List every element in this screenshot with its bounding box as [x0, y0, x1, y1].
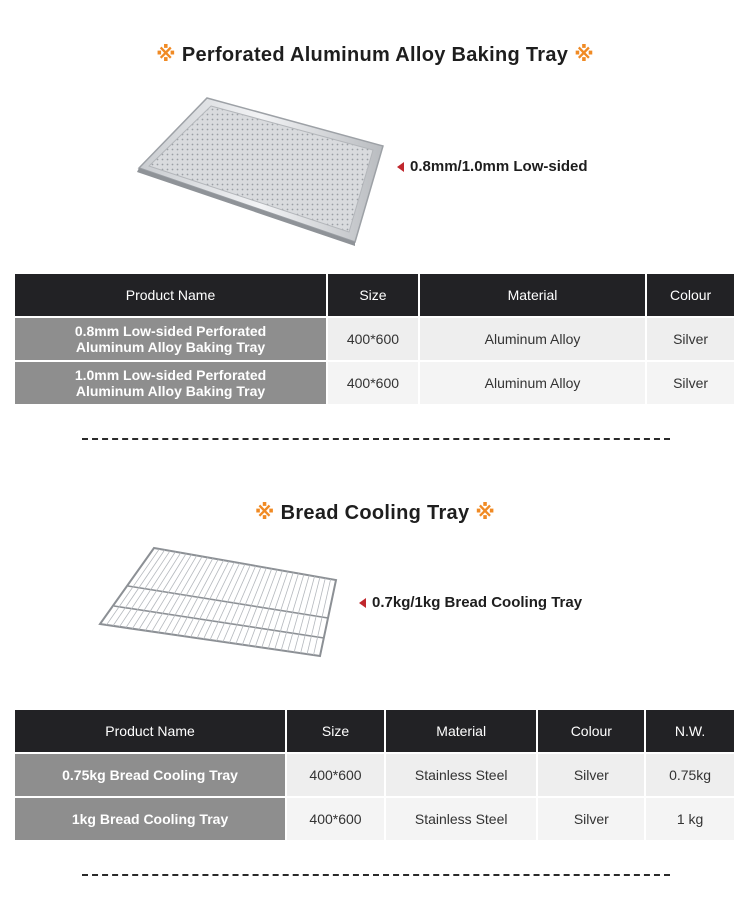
- cooling-tray-image: [98, 544, 342, 662]
- section2-spec-table: [13, 708, 736, 842]
- name-line1: 1.0mm Low-sided Perforated: [74, 367, 267, 383]
- dashed-divider: [82, 438, 670, 440]
- cell-nw: 1 kg: [646, 798, 734, 840]
- name-line2: Aluminum Alloy Baking Tray: [75, 339, 266, 355]
- section2-title-text: Bread Cooling Tray: [280, 502, 470, 524]
- section1-spec-table: [13, 272, 736, 406]
- cell-colour: Silver: [538, 754, 644, 796]
- perforated-tray-image: [115, 92, 395, 252]
- header-size: Size: [287, 710, 384, 752]
- cell-colour: Silver: [647, 318, 734, 360]
- cell-product-name: 1kg Bread Cooling Tray: [15, 798, 285, 840]
- header-product-name: Product Name: [15, 274, 326, 316]
- table-header-row: [15, 274, 734, 316]
- header-material: Material: [386, 710, 537, 752]
- cell-material: Stainless Steel: [386, 798, 537, 840]
- section1-callout-text: 0.8mm/1.0mm Low-sided: [410, 158, 588, 175]
- section1-title-text: Perforated Aluminum Alloy Baking Tray: [181, 44, 569, 66]
- reference-mark-icon: ※: [475, 502, 496, 524]
- table-header-row: [15, 710, 734, 752]
- table-row: [15, 362, 734, 404]
- reference-mark-icon: ※: [156, 44, 176, 66]
- section2-callout-text: 0.7kg/1kg Bread Cooling Tray: [372, 594, 583, 611]
- table-row: [15, 798, 734, 840]
- cell-colour: Silver: [538, 798, 644, 840]
- cell-size: 400*600: [328, 318, 418, 360]
- cell-colour: Silver: [647, 362, 734, 404]
- header-size: Size: [328, 274, 418, 316]
- header-colour: Colour: [647, 274, 734, 316]
- pointer-triangle-icon: [397, 162, 404, 172]
- cell-size: 400*600: [287, 798, 384, 840]
- header-material: Material: [420, 274, 645, 316]
- table-row: [15, 318, 734, 360]
- cell-nw: 0.75kg: [646, 754, 734, 796]
- cell-material: Aluminum Alloy: [420, 362, 645, 404]
- cell-product-name: [15, 362, 326, 404]
- cell-material: Aluminum Alloy: [420, 318, 645, 360]
- reference-mark-icon: ※: [254, 502, 275, 524]
- reference-mark-icon: ※: [574, 44, 594, 66]
- cell-product-name: 0.75kg Bread Cooling Tray: [15, 754, 285, 796]
- dashed-divider: [82, 874, 670, 876]
- name-line1: 0.8mm Low-sided Perforated: [74, 323, 267, 339]
- header-colour: Colour: [538, 710, 644, 752]
- header-nw: N.W.: [646, 710, 734, 752]
- cell-size: 400*600: [328, 362, 418, 404]
- section2-callout: [359, 594, 582, 611]
- section1-title: [0, 42, 750, 67]
- table-row: [15, 754, 734, 796]
- section2-title: [0, 500, 750, 525]
- cell-material: Stainless Steel: [386, 754, 537, 796]
- pointer-triangle-icon: [359, 598, 366, 608]
- section1-callout: [397, 158, 588, 175]
- header-product-name: Product Name: [15, 710, 285, 752]
- name-line2: Aluminum Alloy Baking Tray: [75, 383, 266, 399]
- cell-product-name: [15, 318, 326, 360]
- cell-size: 400*600: [287, 754, 384, 796]
